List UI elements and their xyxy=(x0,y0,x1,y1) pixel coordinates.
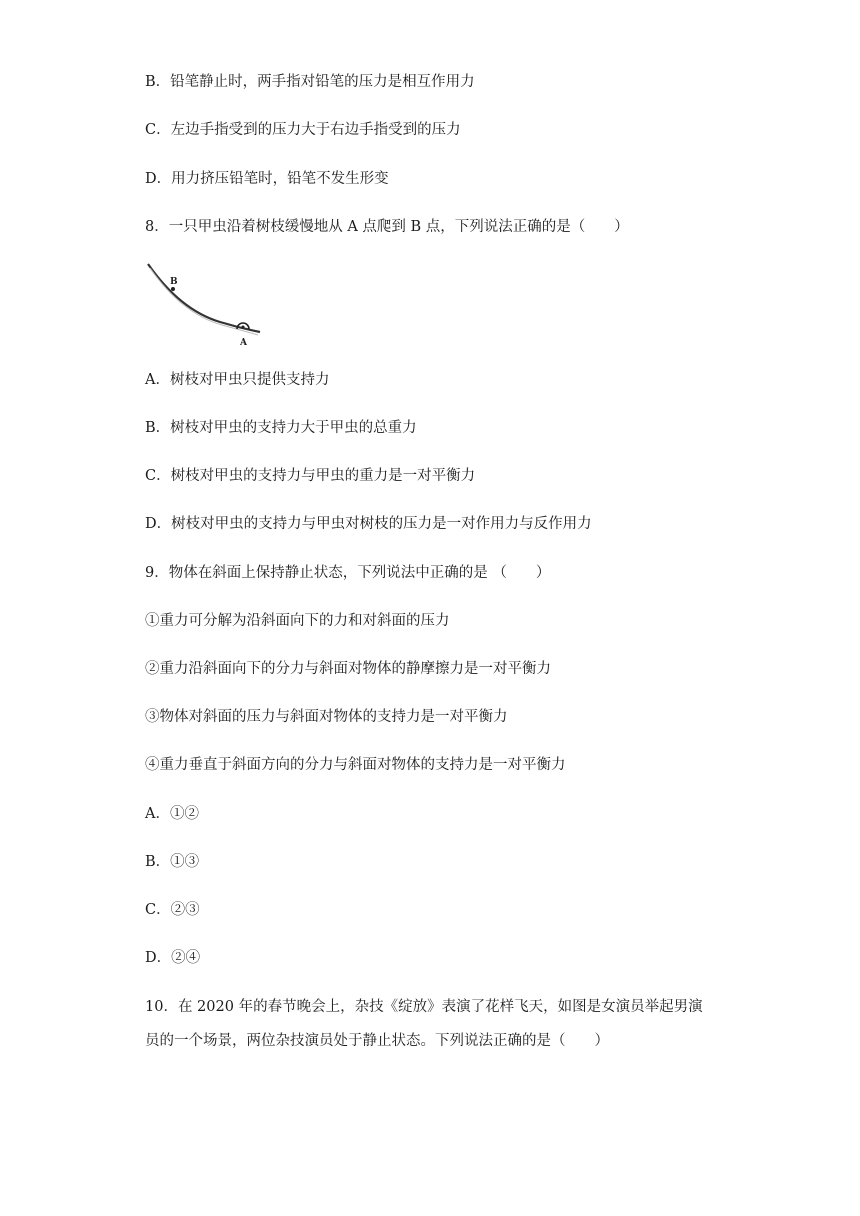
q8-option-d: D．树枝对甲虫的支持力与甲虫对树枝的压力是一对作用力与反作用力 xyxy=(145,516,592,532)
label-a: A xyxy=(240,338,247,348)
q9-option-c: C．②③ xyxy=(145,902,200,918)
q8-option-b: B．树枝对甲虫的支持力大于甲虫的总重力 xyxy=(145,420,417,436)
branch-beetle-figure xyxy=(140,258,270,350)
q9-statement-2: ②重力沿斜面向下的分力与斜面对物体的静摩擦力是一对平衡力 xyxy=(145,661,551,677)
q10-stem-line1: 10．在 2020 年的春节晚会上，杂技《绽放》表演了花样飞天，如图是女演员举起男演 xyxy=(145,999,703,1015)
q8-option-a: A．树枝对甲虫只提供支持力 xyxy=(145,372,330,388)
q9-statement-1: ①重力可分解为沿斜面向下的力和对斜面的压力 xyxy=(145,613,450,629)
label-b: B xyxy=(170,277,178,287)
q7-option-c: C．左边手指受到的压力大于右边手指受到的压力 xyxy=(145,122,461,138)
branch-curve xyxy=(148,264,260,332)
q8-stem: 8．一只甲虫沿着树枝缓慢地从 A 点爬到 B 点，下列说法正确的是（ ） xyxy=(145,219,629,235)
q9-stem: 9．物体在斜面上保持静止状态，下列说法中正确的是 （ ） xyxy=(145,565,551,581)
q9-statement-4: ④重力垂直于斜面方向的分力与斜面对物体的支持力是一对平衡力 xyxy=(145,757,566,773)
point-b-marker xyxy=(171,287,175,291)
q9-option-b: B．①③ xyxy=(145,854,200,870)
q7-option-d: D．用力挤压铅笔时，铅笔不发生形变 xyxy=(145,171,389,187)
q10-stem-line2: 员的一个场景，两位杂技演员处于静止状态。下列说法正确的是（ ） xyxy=(145,1033,609,1049)
beetle-dot xyxy=(242,326,245,329)
q9-option-a: A．①② xyxy=(145,806,199,822)
q7-option-b: B．铅笔静止时，两手指对铅笔的压力是相互作用力 xyxy=(145,74,475,90)
q8-option-c: C．树枝对甲虫的支持力与甲虫的重力是一对平衡力 xyxy=(145,468,476,484)
q9-statement-3: ③物体对斜面的压力与斜面对物体的支持力是一对平衡力 xyxy=(145,709,508,725)
branch-shadow xyxy=(150,268,258,335)
q9-option-d: D．②④ xyxy=(145,950,201,966)
branch-diagram xyxy=(140,258,270,350)
